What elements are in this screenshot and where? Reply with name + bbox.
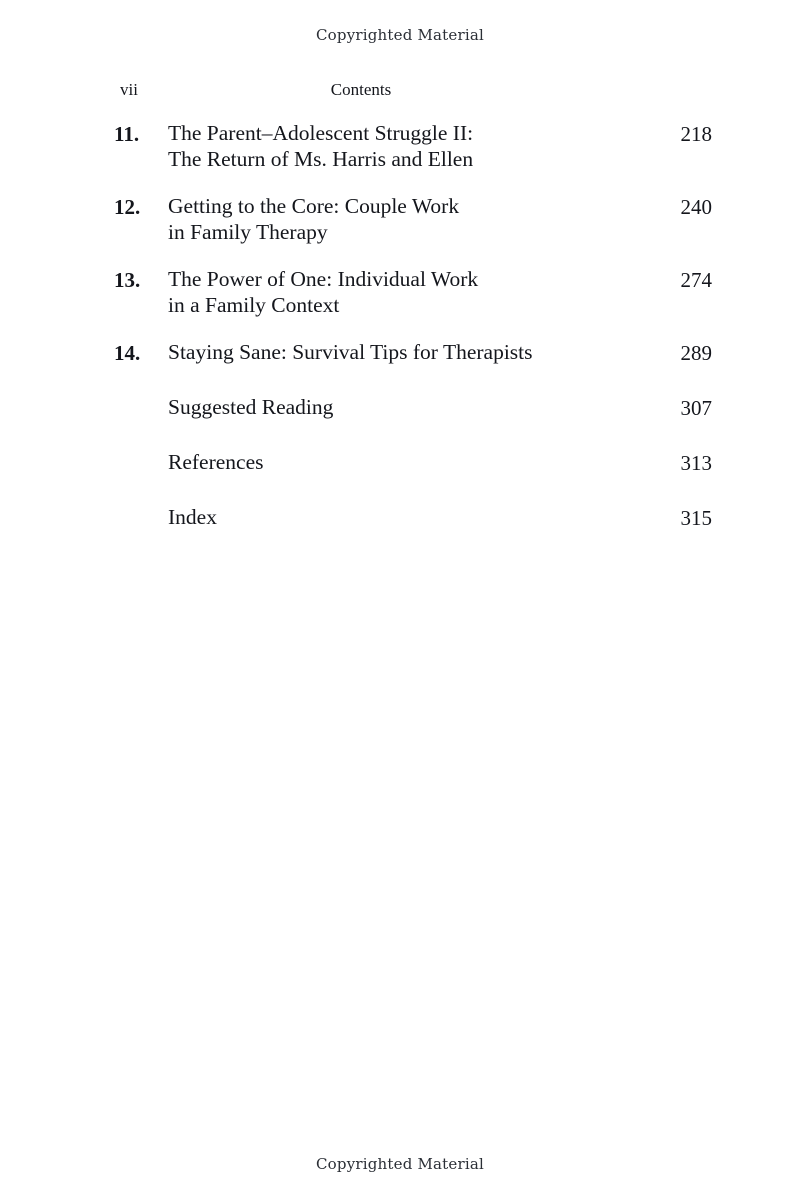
toc-page-number: 240 <box>680 195 712 220</box>
toc-title-line-1: The Parent–Adolescent Struggle II: <box>168 121 474 145</box>
toc-title-line-2: in Family Therapy <box>168 219 328 244</box>
toc-title-line-1: Getting to the Core: Couple Work <box>168 194 460 219</box>
toc-section-title <box>168 505 652 531</box>
toc-title-line-2: in a Family Context <box>168 292 340 317</box>
toc-chapter-number: 13. <box>114 268 141 293</box>
toc-entry[interactable] <box>112 340 712 366</box>
toc-chapter-title <box>168 340 652 366</box>
toc-section-title <box>168 450 652 476</box>
toc-chapter-number <box>112 505 168 506</box>
toc-page-number: 313 <box>680 451 712 476</box>
toc-entry[interactable] <box>112 395 712 421</box>
toc-title-line-1: The Power of One: Individual Work <box>168 267 479 292</box>
copyright-watermark-top: Copyrighted Material <box>315 26 484 44</box>
running-head-title: Contents <box>330 80 392 99</box>
toc-entry[interactable] <box>112 121 712 172</box>
toc-chapter-title <box>168 121 652 172</box>
toc-page-number: 289 <box>680 341 712 366</box>
page-header <box>0 80 800 102</box>
folio-number: vii <box>120 80 138 99</box>
toc-entry[interactable] <box>112 505 712 531</box>
toc-chapter-number: 14. <box>114 341 141 366</box>
toc-page-number: 274 <box>680 268 712 293</box>
toc-chapter-title <box>168 194 652 245</box>
toc-page-number: 218 <box>680 122 712 146</box>
toc-entry[interactable] <box>112 450 712 476</box>
toc-section-title <box>168 395 652 421</box>
table-of-contents <box>112 121 712 531</box>
toc-chapter-number <box>112 395 168 396</box>
toc-chapter-number: 11. <box>114 122 140 146</box>
copyright-watermark-bottom: Copyrighted Material <box>315 1155 484 1173</box>
toc-chapter-number: 12. <box>114 195 141 220</box>
toc-chapter-number <box>112 450 168 451</box>
toc-entry[interactable] <box>112 267 712 318</box>
toc-title-line-1: Staying Sane: Survival Tips for Therapists <box>168 340 533 365</box>
toc-title-line-1: References <box>168 450 264 475</box>
toc-chapter-title <box>168 267 652 318</box>
toc-title-line-1: Index <box>168 505 217 530</box>
toc-page-number: 307 <box>680 396 712 421</box>
toc-title-line-2: The Return of Ms. Harris and Ellen <box>168 146 474 171</box>
toc-page-number: 315 <box>680 506 712 531</box>
toc-entry[interactable] <box>112 194 712 245</box>
toc-title-line-1: Suggested Reading <box>168 395 334 420</box>
